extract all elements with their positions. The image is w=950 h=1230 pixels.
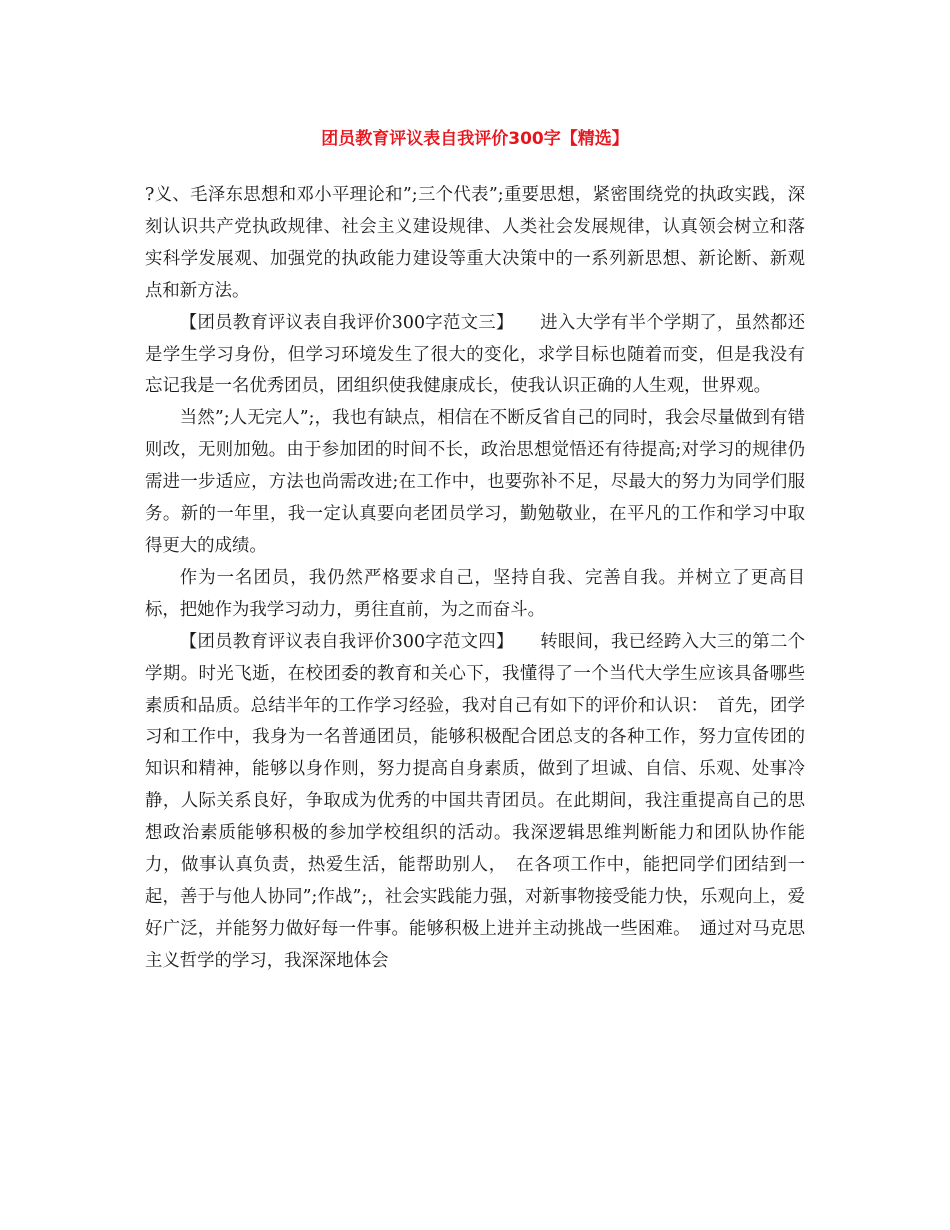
document-body: [145, 180, 805, 978]
document-title: 团员教育评议表自我评价300字【精选】: [321, 129, 629, 149]
paragraph: 当然”;人无完人”;，我也有缺点，相信在不断反省自己的同时，我会尽量做到有错则改，无则加勉。由于参加团的时间不长，政治思想觉悟还有待提高;对学习的规律仍需进一步适应，方法也尚需改进;在工作中，也要弥补不足，尽最大的努力为同学们服务。新的一年里，我一定认真要向老团员学习，勤勉敬业，在平凡的工作和学习中取得更大的成绩。: [145, 408, 805, 556]
paragraph: 【团员教育评议表自我评价300字范文三】 进入大学有半个学期了，虽然都还是学生学习身份，但学习环境发生了很大的变化，求学目标也随着而变，但是我没有忘记我是一名优秀团员，团组织使我健康成长，使我认识正确的人生观，世界观。: [145, 312, 805, 397]
paragraph: 【团员教育评议表自我评价300字范文四】 转眼间，我已经跨入大三的第二个学期。时光飞逝，在校团委的教育和关心下，我懂得了一个当代大学生应该具备哪些素质和品质。总结半年的工作学习经验，我对自己有如下的评价和认识： 首先，团学习和工作中，我身为一名普通团员，能够积极配合团总支的各种工作，努力宣传团的知识和精神，能够以身作则，努力提高自身素质，做到了坦诚、自信、乐观、处事冷静，人际关系良好，争取成为优秀的中国共青团员。在此期间，我注重提高自己的思想政治素质能够积极的参加学校组织的活动。我深逻辑思维判断能力和团队协作能力，做事认真负责，热爱生活，能帮助别人， 在各项工作中，能把同学们团结到一起，善于与他人协同”;作战”;，社会实践能力强，对新事物接受能力快，乐观向上，爱好广泛，并能努力做好每一件事。能够积极上进并主动挑战一些困难。 通过对马克思主义哲学的学习，我深深地体会: [145, 631, 805, 971]
paragraph: 作为一名团员，我仍然严格要求自己，坚持自我、完善自我。并树立了更高目标，把她作为我学习动力，勇往直前，为之而奋斗。: [145, 567, 805, 620]
paragraph: ?义、毛泽东思想和邓小平理论和”;三个代表”;重要思想，紧密围绕党的执政实践，深刻认识共产党执政规律、社会主义建设规律、人类社会发展规律，认真领会树立和落实科学发展观、加强党的执政能力建设等重大决策中的一系列新思想、新论断、新观点和新方法。: [145, 185, 805, 301]
